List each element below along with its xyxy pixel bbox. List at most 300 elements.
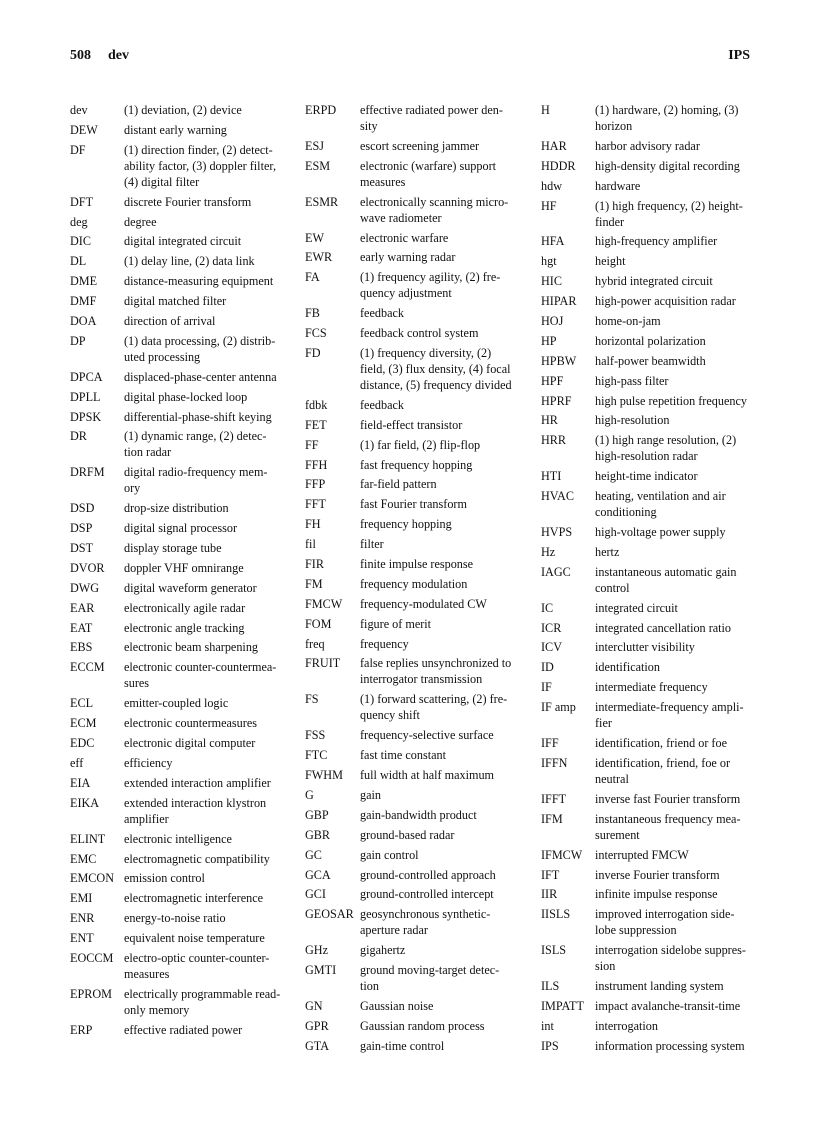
entry-abbreviation: GCA	[305, 867, 331, 882]
entry-definition: electronic angle tracking	[124, 620, 245, 635]
glossary-entry	[70, 695, 282, 711]
entry-definition: ground-controlled intercept	[360, 887, 494, 902]
entry-abbreviation: DPCA	[70, 369, 103, 384]
glossary-entry	[541, 886, 753, 902]
glossary-entry	[305, 616, 515, 632]
glossary-entry	[305, 305, 515, 321]
entry-abbreviation: ISLS	[541, 943, 567, 958]
glossary-entry	[305, 691, 515, 723]
entry-abbreviation: IMPATT	[541, 998, 584, 1013]
glossary-entry	[541, 791, 753, 807]
entry-abbreviation: EAT	[70, 620, 93, 635]
entry-definition: feedback control system	[360, 326, 479, 341]
entry-definition: electronic counter-countermea-sures	[124, 660, 277, 691]
entry-definition: ground-controlled approach	[360, 867, 496, 882]
glossary-entry	[305, 325, 515, 341]
entry-abbreviation: FM	[305, 576, 323, 591]
entry-abbreviation: IFF	[541, 736, 559, 751]
glossary-entry	[70, 620, 282, 636]
entry-definition: hybrid integrated circuit	[595, 274, 713, 289]
entry-definition: high-voltage power supply	[595, 525, 726, 540]
entry-definition: high-frequency amplifier	[595, 234, 718, 249]
entry-abbreviation: DR	[70, 429, 87, 444]
entry-definition: fast time constant	[360, 748, 446, 763]
entry-abbreviation: HPBW	[541, 353, 577, 368]
entry-abbreviation: hdw	[541, 178, 562, 193]
entry-definition: frequency	[360, 636, 409, 651]
entry-definition: differential-phase-shift keying	[124, 409, 272, 424]
entry-definition: integrated cancellation ratio	[595, 620, 732, 635]
entry-abbreviation: FMCW	[305, 596, 343, 611]
entry-definition: effective radiated power	[124, 1022, 243, 1037]
entry-abbreviation: DSD	[70, 501, 95, 516]
entry-abbreviation: GTA	[305, 1038, 330, 1053]
glossary-entry	[305, 457, 515, 473]
entry-abbreviation: FWHM	[305, 768, 343, 783]
glossary-entry	[541, 353, 753, 369]
entry-definition: extended interaction klystron amplifier	[124, 795, 267, 826]
glossary-entry	[541, 998, 753, 1014]
entry-definition: digital integrated circuit	[124, 234, 242, 249]
glossary-entry	[70, 775, 282, 791]
glossary-entry	[541, 659, 753, 675]
entry-abbreviation: ENT	[70, 931, 94, 946]
entry-abbreviation: ESM	[305, 158, 331, 173]
entry-definition: energy-to-noise ratio	[124, 911, 226, 926]
glossary-entry	[541, 313, 753, 329]
entry-abbreviation: IFM	[541, 811, 563, 826]
entry-definition: half-power beamwidth	[595, 353, 706, 368]
glossary-entry	[70, 369, 282, 385]
entry-abbreviation: GC	[305, 847, 322, 862]
entry-definition: (1) deviation, (2) device	[124, 103, 242, 117]
entry-definition: gain-bandwidth product	[360, 807, 477, 822]
glossary-entry	[541, 811, 753, 843]
entry-definition: equivalent noise temperature	[124, 931, 265, 946]
last-keyword: IPS	[728, 48, 750, 63]
entry-abbreviation: IFT	[541, 867, 560, 882]
glossary-entry	[305, 556, 515, 572]
entry-definition: (1) delay line, (2) data link	[124, 254, 255, 269]
glossary-entry	[305, 158, 515, 190]
entry-abbreviation: DSP	[70, 521, 93, 536]
entry-definition: electronic digital computer	[124, 736, 256, 751]
glossary-entry	[305, 269, 515, 301]
entry-definition: electronic warfare	[360, 230, 449, 245]
glossary-entry	[305, 496, 515, 512]
entry-definition: distance-measuring equipment	[124, 274, 274, 289]
entry-abbreviation: EMCON	[70, 871, 115, 886]
entry-definition: electronic (warfare) support measures	[360, 158, 497, 189]
entry-definition: geosynchronous synthetic-aperture radar	[360, 907, 491, 938]
glossary-entry	[305, 576, 515, 592]
entry-definition: effective radiated power den-sity	[360, 103, 503, 133]
entry-definition: (1) dynamic range, (2) detec-tion radar	[124, 429, 267, 460]
entry-abbreviation: FS	[305, 692, 319, 707]
entry-definition: electronic intelligence	[124, 831, 232, 846]
entry-abbreviation: FET	[305, 417, 327, 432]
entry-abbreviation: EDC	[70, 736, 95, 751]
glossary-entry	[305, 636, 515, 652]
glossary-entry	[305, 787, 515, 803]
entry-definition: electronically agile radar	[124, 600, 246, 615]
glossary-entry	[541, 233, 753, 249]
entry-definition: extended interaction amplifier	[124, 775, 271, 790]
entry-abbreviation: int	[541, 1018, 554, 1033]
glossary-entry	[305, 102, 515, 134]
entry-definition: improved interrogation side-lobe suppression	[595, 907, 735, 938]
entry-abbreviation: FH	[305, 517, 321, 532]
entry-definition: gain control	[360, 847, 419, 862]
entry-abbreviation: ICR	[541, 620, 562, 635]
entry-definition: electromagnetic compatibility	[124, 851, 270, 866]
glossary-column-3	[541, 102, 753, 1058]
glossary-entry	[541, 138, 753, 154]
entry-definition: frequency-modulated CW	[360, 596, 487, 611]
entry-definition: intermediate-frequency ampli-fier	[595, 700, 744, 731]
entry-definition: frequency hopping	[360, 517, 452, 532]
glossary-entry	[305, 417, 515, 433]
glossary-column-1	[70, 102, 282, 1042]
entry-definition: fast Fourier transform	[360, 497, 467, 512]
glossary-entry	[305, 397, 515, 413]
glossary-entry	[70, 831, 282, 847]
entry-abbreviation: GCI	[305, 887, 326, 902]
glossary-entry	[70, 930, 282, 946]
entry-abbreviation: HP	[541, 333, 557, 348]
entry-abbreviation: FOM	[305, 616, 332, 631]
page-number: 508	[70, 48, 91, 63]
entry-abbreviation: IF amp	[541, 700, 576, 715]
entry-definition: interrogation sidelobe suppres-sion	[595, 943, 746, 974]
entry-abbreviation: FFH	[305, 457, 328, 472]
glossary-entry	[305, 655, 515, 687]
glossary-entry	[541, 468, 753, 484]
glossary-entry	[70, 735, 282, 751]
entry-abbreviation: IIR	[541, 887, 558, 902]
entry-abbreviation: GHz	[305, 943, 329, 958]
entry-abbreviation: HPF	[541, 373, 564, 388]
glossary-entry	[541, 524, 753, 540]
entry-definition: home-on-jam	[595, 314, 661, 329]
glossary-entry	[305, 476, 515, 492]
entry-abbreviation: FFT	[305, 497, 327, 512]
glossary-entry	[541, 867, 753, 883]
entry-definition: harbor advisory radar	[595, 138, 700, 153]
entry-abbreviation: ECM	[70, 716, 97, 731]
entry-definition: frequency modulation	[360, 576, 468, 591]
entry-abbreviation: HVPS	[541, 525, 573, 540]
entry-definition: electro-optic counter-counter-measures	[124, 950, 270, 981]
glossary-entry	[541, 699, 753, 731]
glossary-entry	[541, 293, 753, 309]
entry-abbreviation: DFT	[70, 194, 94, 209]
entry-abbreviation: DPSK	[70, 409, 102, 424]
entry-definition: height	[595, 254, 626, 269]
entry-abbreviation: ESMR	[305, 194, 339, 209]
glossary-entry	[70, 870, 282, 886]
entry-definition: height-time indicator	[595, 469, 698, 484]
entry-definition: instantaneous automatic gain control	[595, 564, 737, 595]
glossary-entry	[70, 428, 282, 460]
entry-definition: (1) data processing, (2) distrib-uted processing	[124, 333, 276, 364]
entry-abbreviation: DST	[70, 541, 94, 556]
glossary-entry	[541, 978, 753, 994]
entry-abbreviation: ID	[541, 660, 554, 675]
entry-definition: full width at half maximum	[360, 768, 495, 783]
entry-definition: heating, ventilation and air conditioning	[595, 489, 726, 520]
glossary-entry	[305, 942, 515, 958]
entry-abbreviation: DVOR	[70, 560, 105, 575]
entry-definition: (1) direction finder, (2) detect-ability factor, (3) doppler filter, (4) digital filter	[124, 142, 276, 189]
entry-definition: frequency-selective surface	[360, 728, 494, 743]
glossary-entry	[70, 639, 282, 655]
entry-definition: display storage tube	[124, 541, 222, 556]
entry-abbreviation: GBR	[305, 827, 331, 842]
glossary-entry	[305, 807, 515, 823]
glossary-entry	[305, 536, 515, 552]
entry-abbreviation: EW	[305, 230, 324, 245]
entry-abbreviation: DME	[70, 274, 98, 289]
entry-definition: digital signal processor	[124, 521, 238, 536]
entry-abbreviation: IFFN	[541, 755, 568, 770]
entry-definition: displaced-phase-center antenna	[124, 369, 277, 384]
entry-abbreviation: GBP	[305, 807, 329, 822]
glossary-entry	[70, 214, 282, 230]
entry-abbreviation: ILS	[541, 979, 560, 994]
entry-abbreviation: HDDR	[541, 158, 576, 173]
entry-abbreviation: fil	[305, 537, 316, 552]
glossary-entry	[70, 253, 282, 269]
glossary-entry	[70, 986, 282, 1018]
glossary-entry	[541, 755, 753, 787]
entry-abbreviation: DOA	[70, 314, 97, 329]
entry-definition: (1) far field, (2) flip-flop	[360, 437, 481, 452]
entry-abbreviation: FCS	[305, 326, 327, 341]
glossary-entry	[305, 437, 515, 453]
entry-definition: electronic beam sharpening	[124, 640, 259, 655]
glossary-entry	[70, 1022, 282, 1038]
glossary-entry	[541, 1018, 753, 1034]
entry-definition: (1) frequency diversity, (2) field, (3) flux density, (4) focal distance, (5) frequency divided	[360, 346, 512, 393]
entry-definition: electronically scanning micro-wave radiometer	[360, 194, 509, 225]
glossary-entry	[541, 198, 753, 230]
entry-abbreviation: H	[541, 103, 550, 117]
entry-abbreviation: HIC	[541, 274, 562, 289]
glossary-entry	[305, 596, 515, 612]
entry-abbreviation: DWG	[70, 580, 100, 595]
entry-definition: (1) hardware, (2) homing, (3) horizon	[595, 103, 739, 133]
glossary-entry	[305, 194, 515, 226]
entry-abbreviation: IPS	[541, 1038, 559, 1053]
entry-definition: digital waveform generator	[124, 580, 257, 595]
glossary-entry	[70, 795, 282, 827]
entry-definition: Gaussian noise	[360, 998, 434, 1013]
entry-abbreviation: EIA	[70, 775, 91, 790]
glossary-entry	[70, 560, 282, 576]
entry-definition: digital radio-frequency mem-ory	[124, 465, 268, 496]
entry-definition: false replies unsynchronized to interrogator transmission	[360, 656, 512, 687]
glossary-entry	[305, 962, 515, 994]
entry-definition: early warning radar	[360, 250, 456, 265]
entry-abbreviation: ESJ	[305, 138, 324, 153]
glossary-entry	[541, 373, 753, 389]
entry-abbreviation: fdbk	[305, 397, 328, 412]
entry-abbreviation: HPRF	[541, 393, 572, 408]
entry-abbreviation: DPLL	[70, 389, 101, 404]
glossary-entry	[70, 890, 282, 906]
glossary-column-2	[305, 102, 515, 1058]
glossary-entry	[70, 600, 282, 616]
entry-definition: high-density digital recording	[595, 158, 740, 173]
entry-abbreviation: EAR	[70, 600, 95, 615]
glossary-entry	[70, 950, 282, 982]
glossary-entry	[70, 500, 282, 516]
entry-definition: gigahertz	[360, 943, 406, 958]
glossary-entry	[541, 847, 753, 863]
entry-abbreviation: ENR	[70, 911, 95, 926]
entry-abbreviation: EIKA	[70, 795, 100, 810]
entry-abbreviation: FF	[305, 437, 319, 452]
entry-definition: gain-time control	[360, 1038, 445, 1053]
glossary-entry	[305, 867, 515, 883]
entry-abbreviation: FRUIT	[305, 656, 341, 671]
entry-definition: electrically programmable read-only memory	[124, 986, 281, 1017]
glossary-entry	[70, 313, 282, 329]
entry-abbreviation: DMF	[70, 294, 97, 309]
entry-abbreviation: FTC	[305, 748, 328, 763]
entry-abbreviation: Hz	[541, 544, 556, 559]
glossary-entry	[70, 540, 282, 556]
glossary-entry	[305, 230, 515, 246]
entry-definition: electronic countermeasures	[124, 716, 257, 731]
entry-definition: far-field pattern	[360, 477, 437, 492]
entry-definition: hertz	[595, 544, 620, 559]
entry-definition: high-pass filter	[595, 373, 669, 388]
entry-definition: inverse Fourier transform	[595, 867, 720, 882]
glossary-entry	[70, 755, 282, 771]
entry-abbreviation: GMTI	[305, 963, 337, 978]
entry-definition: finite impulse response	[360, 557, 474, 572]
glossary-entry	[541, 620, 753, 636]
glossary-entry	[70, 580, 282, 596]
entry-abbreviation: FFP	[305, 477, 326, 492]
entry-definition: interrogation	[595, 1018, 658, 1033]
entry-definition: instrument landing system	[595, 979, 724, 994]
glossary-entry	[541, 906, 753, 938]
entry-definition: high-resolution	[595, 413, 670, 428]
glossary-entry	[70, 122, 282, 138]
entry-abbreviation: ECCM	[70, 660, 105, 675]
entry-abbreviation: EWR	[305, 250, 333, 265]
glossary-entry	[541, 564, 753, 596]
entry-abbreviation: HF	[541, 198, 557, 213]
entry-abbreviation: dev	[70, 103, 88, 117]
entry-abbreviation: IISLS	[541, 907, 571, 922]
entry-abbreviation: ELINT	[70, 831, 106, 846]
entry-definition: identification	[595, 660, 660, 675]
glossary-entry	[541, 273, 753, 289]
entry-definition: escort screening jammer	[360, 138, 480, 153]
glossary-entry	[305, 767, 515, 783]
glossary-entry	[305, 906, 515, 938]
entry-definition: drop-size distribution	[124, 501, 229, 516]
entry-definition: electromagnetic interference	[124, 891, 264, 906]
glossary-entry	[70, 194, 282, 210]
glossary-entry	[541, 393, 753, 409]
glossary-entry	[305, 345, 515, 393]
glossary-entry	[70, 520, 282, 536]
entry-abbreviation: GN	[305, 998, 323, 1013]
entry-abbreviation: deg	[70, 214, 88, 229]
entry-definition: high pulse repetition frequency	[595, 393, 747, 408]
entry-abbreviation: hgt	[541, 254, 557, 269]
entry-abbreviation: FB	[305, 306, 320, 321]
entry-definition: Gaussian random process	[360, 1018, 485, 1033]
entry-abbreviation: IF	[541, 680, 552, 695]
glossary-entry	[541, 158, 753, 174]
entry-definition: degree	[124, 214, 157, 229]
entry-abbreviation: EBS	[70, 640, 93, 655]
entry-abbreviation: DEW	[70, 122, 98, 137]
entry-abbreviation: EMI	[70, 891, 93, 906]
entry-definition: ground moving-target detec-tion	[360, 963, 500, 994]
entry-definition: feedback	[360, 397, 404, 412]
entry-abbreviation: EOCCM	[70, 950, 114, 965]
glossary-entry	[541, 432, 753, 464]
entry-abbreviation: GEOSAR	[305, 907, 354, 922]
glossary-entry	[70, 659, 282, 691]
entry-definition: feedback	[360, 306, 404, 321]
entry-abbreviation: HAR	[541, 138, 567, 153]
entry-abbreviation: DIC	[70, 234, 91, 249]
glossary-entry	[541, 544, 753, 560]
glossary-entry	[70, 409, 282, 425]
entry-definition: filter	[360, 537, 384, 552]
glossary-entry	[70, 142, 282, 190]
glossary-entry	[541, 333, 753, 349]
entry-abbreviation: HVAC	[541, 489, 574, 504]
entry-abbreviation: HIPAR	[541, 294, 577, 309]
entry-abbreviation: IFFT	[541, 791, 567, 806]
entry-definition: (1) high range resolution, (2) high-resolution radar	[595, 433, 737, 464]
glossary-entry	[305, 516, 515, 532]
glossary-entry	[70, 464, 282, 496]
entry-definition: discrete Fourier transform	[124, 194, 252, 209]
glossary-entry	[305, 747, 515, 763]
entry-abbreviation: HFA	[541, 234, 565, 249]
glossary-entry	[541, 735, 753, 751]
entry-definition: inverse fast Fourier transform	[595, 791, 741, 806]
entry-abbreviation: eff	[70, 755, 84, 770]
entry-abbreviation: DP	[70, 333, 86, 348]
entry-definition: high-power acquisition radar	[595, 294, 736, 309]
entry-definition: intermediate frequency	[595, 680, 708, 695]
glossary-entry	[305, 827, 515, 843]
entry-abbreviation: DL	[70, 254, 87, 269]
entry-abbreviation: ERP	[70, 1022, 93, 1037]
glossary-entry	[541, 942, 753, 974]
entry-abbreviation: FIR	[305, 557, 324, 572]
entry-abbreviation: freq	[305, 636, 325, 651]
entry-definition: figure of merit	[360, 616, 432, 631]
entry-definition: gain	[360, 787, 381, 802]
entry-definition: infinite impulse response	[595, 887, 718, 902]
entry-abbreviation: IAGC	[541, 564, 571, 579]
entry-definition: hardware	[595, 178, 641, 193]
entry-abbreviation: FSS	[305, 728, 326, 743]
glossary-entry	[70, 333, 282, 365]
